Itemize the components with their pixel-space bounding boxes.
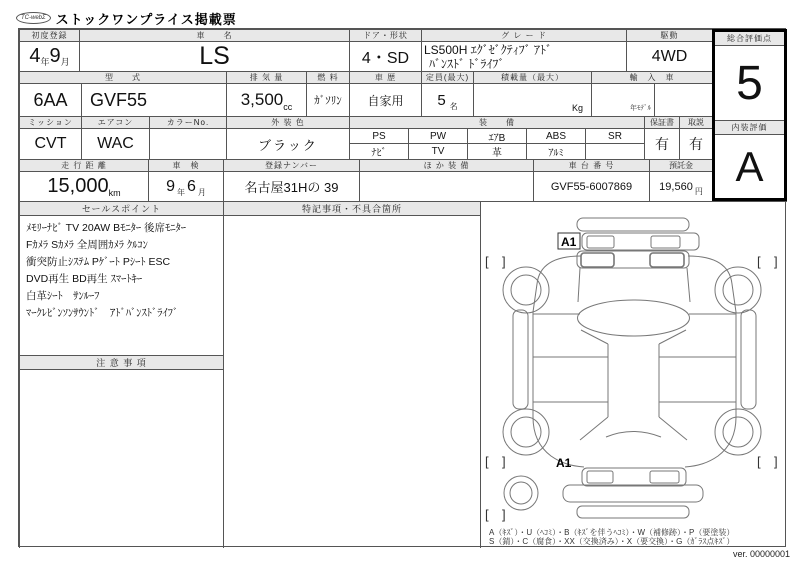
manual-value: 有 (679, 128, 712, 159)
warranty-value: 有 (644, 128, 679, 159)
mileage-number: 15,000 (47, 175, 109, 197)
drive-header: 駆動 (626, 29, 712, 41)
manual-header: 取説 (679, 116, 712, 128)
displacement-value (226, 83, 306, 116)
mileage-value (19, 171, 148, 201)
import-car-value (654, 83, 712, 116)
load-unit: Kg (571, 103, 583, 113)
inspection-month-unit: 月 (197, 188, 206, 197)
inspection-month: 6 (187, 177, 196, 195)
capacity-unit: 名 (449, 102, 458, 111)
headlight-right (650, 253, 684, 267)
exterior-color-header: 外 装 色 (226, 116, 349, 128)
aircon-value: WAC (81, 128, 149, 159)
model-code-header: 型 式 (19, 71, 226, 83)
svg-text:]: ] (502, 507, 506, 522)
inspection-header: 車 検 (148, 159, 223, 171)
mileage-header: 走 行 距 離 (19, 159, 148, 171)
displacement-number: 3,500 (240, 90, 284, 109)
displacement-header: 排 気 量 (226, 71, 306, 83)
deposit-header: 預託金 (649, 159, 712, 171)
svg-text:[: [ (757, 454, 761, 469)
tcweb-logo: TC-webΣ (16, 12, 51, 24)
equipment-airbag: ｴｱB (467, 128, 526, 143)
grade-line2: ﾊﾞﾝｽﾄﾞ ﾄﾞﾗｲﾌﾞ (429, 57, 505, 71)
registration-number-value: 名古屋31Hの 39 (223, 171, 359, 201)
page-title: ストックワンプライス掲載票 (55, 11, 237, 27)
roof (578, 300, 690, 336)
door-shape-header: ドア・形状 (349, 29, 421, 41)
legend-line2: S（錆）・C（腐食）・XX（交換済み）・X（要交換）・G（ｶﾞﾗｽ点ｷｽﾞ） (489, 537, 735, 546)
sales-points-content (19, 215, 223, 355)
headlight-left (581, 253, 614, 267)
load-value (473, 83, 591, 116)
front-bumper (577, 218, 689, 231)
inspection-year: 9 (166, 177, 175, 195)
import-car-year-model: 年ﾓﾃﾞﾙ (591, 83, 654, 116)
rear-window (606, 432, 661, 438)
body-right (685, 256, 736, 467)
load-header: 積載量（最大） (473, 71, 591, 83)
equipment-header: 装 備 (349, 116, 644, 128)
svg-text:]: ] (502, 454, 506, 469)
spare-tire (504, 476, 538, 510)
equipment-alloy: ｱﾙﾐ (526, 143, 585, 159)
color-no-header: カラーNo. (149, 116, 226, 128)
equipment-navi: ﾅﾋﾞ (349, 143, 408, 159)
fuel-value: ｶﾞｿﾘﾝ (306, 83, 349, 116)
capacity-number: 5 (437, 91, 446, 109)
cautions-header: 注 意 事 項 (19, 355, 223, 369)
color-no-value (149, 128, 226, 159)
rear-lower-bar (577, 506, 689, 518)
sales-point-line: ﾏｰｸﾚﾋﾞﾝｿﾝｻｳﾝﾄﾞ ｱﾄﾞﾊﾞﾝｽﾄﾞﾗｲﾌﾞ (26, 307, 179, 319)
fuel-header: 燃 料 (306, 71, 349, 83)
sales-point-line: DVD再生 BD再生 ｽﾏｰﾄｷｰ (26, 273, 143, 285)
exterior-color-value: ブラック (226, 128, 349, 159)
sales-point-line: 衝突防止ｼｽﾃﾑ Pｹﾞｰﾄ Pｼｰﾄ ESC (26, 256, 171, 268)
history-value: 自家用 (349, 83, 421, 116)
drive-value: 4WD (626, 41, 712, 71)
door-shape-value: 4・SD (349, 41, 421, 71)
wheel-front-right (715, 267, 761, 313)
svg-text:[: [ (485, 507, 489, 522)
grade-value (421, 41, 626, 71)
wheel-front-left (503, 267, 549, 313)
first-registration-year-unit: 年 (40, 57, 50, 67)
svg-text:]: ] (774, 454, 778, 469)
svg-text:[: [ (485, 254, 489, 269)
svg-text:[: [ (757, 254, 761, 269)
first-registration-month: 9 (49, 45, 61, 67)
equipment-abs: ABS (526, 128, 585, 143)
equipment-ps: PS (349, 128, 408, 143)
cautions-content (19, 369, 223, 548)
equipment-pw: PW (408, 128, 467, 143)
sales-point-line: Fｶﾒﾗ Sｶﾒﾗ 全周囲ｶﾒﾗ ｸﾙｺﾝ (26, 239, 148, 251)
first-registration-month-unit: 月 (60, 57, 70, 67)
equipment-sr: SR (585, 128, 644, 143)
equipment-leather: 革 (467, 143, 526, 159)
grade-line1: LS500H ｴｸﾞｾﾞｸﾃｨﾌﾞ ｱﾄﾞ (424, 43, 553, 57)
sales-point-line: 白革ｼｰﾄ ｻﾝﾙｰﾌ (26, 290, 100, 302)
damage-mark-front: A1 (561, 235, 577, 249)
damage-diagram-panel (480, 201, 787, 548)
remarks-content (223, 215, 480, 548)
car-name-value: LS (79, 41, 349, 71)
other-equipment-value (359, 171, 533, 201)
remarks-header: 特記事項・不具合箇所 (223, 201, 480, 215)
capacity-header: 定員(最大) (421, 71, 473, 83)
chassis-number-header: 車 台 番 号 (533, 159, 649, 171)
car-name-header: 車 名 (79, 29, 349, 41)
registration-number-header: 登録ナンバー (223, 159, 359, 171)
deposit-unit: 円 (694, 187, 703, 196)
equipment-empty (585, 143, 644, 159)
svg-text:[: [ (485, 454, 489, 469)
history-header: 車 歴 (349, 71, 421, 83)
inspection-value (148, 171, 223, 201)
sales-points-header: セールスポイント (19, 201, 223, 215)
inspection-year-unit: 年 (177, 188, 185, 197)
model-code-value: GVF55 (81, 83, 226, 116)
side-rail-right (741, 310, 756, 409)
capacity-value (421, 83, 473, 116)
displacement-unit: cc (283, 102, 293, 112)
transmission-header: ミッション (19, 116, 81, 128)
wheel-rear-right (715, 409, 761, 455)
warranty-header: 保証書 (644, 116, 679, 128)
version-text: ver. 00000001 (732, 549, 790, 559)
damage-mark-rear: A1 (556, 456, 572, 470)
wheel-rear-left (503, 409, 549, 455)
svg-text:]: ] (502, 254, 506, 269)
rear-bumper (563, 485, 703, 502)
evaluation-box (712, 29, 787, 201)
first-registration-year: 4 (29, 45, 41, 67)
deposit-number: 19,560 (659, 180, 693, 193)
first-registration-header: 初度登録 (19, 29, 79, 41)
mileage-unit: km (108, 188, 121, 198)
sheet-titlebar (16, 9, 237, 27)
svg-text:]: ] (774, 254, 778, 269)
equipment-tv: TV (408, 143, 467, 159)
damage-code-legend (489, 528, 734, 546)
interior-score-value: A (735, 142, 764, 190)
import-car-header: 輸 入 車 (591, 71, 712, 83)
first-registration-value (19, 41, 79, 71)
legend-line1: A（ｷｽﾞ）・U（ﾍｺﾐ）・B（ｷｽﾞを伴うﾍｺﾐ）・W（補修跡）・P（要塗装） (489, 528, 735, 537)
car-top-view-diagram (481, 202, 787, 524)
grade-header: グ レ ー ド (421, 29, 626, 41)
aircon-header: エアコン (81, 116, 149, 128)
transmission-value: CVT (19, 128, 81, 159)
model-code-prefix: 6AA (19, 83, 81, 116)
other-equipment-header: ほ か 装 備 (359, 159, 533, 171)
spec-table (18, 28, 786, 547)
overall-score-value: 5 (736, 56, 763, 110)
sales-point-line: ﾒﾓﾘｰﾅﾋﾞ TV 20AW Bﾓﾆﾀｰ 後席ﾓﾆﾀｰ (26, 222, 187, 234)
interior-score-header: 内装評価 (715, 120, 784, 135)
overall-score-header: 総合評価点 (715, 32, 784, 46)
chassis-number-value: GVF55-6007869 (533, 171, 649, 201)
deposit-value (649, 171, 712, 201)
side-rail-left (513, 310, 528, 409)
